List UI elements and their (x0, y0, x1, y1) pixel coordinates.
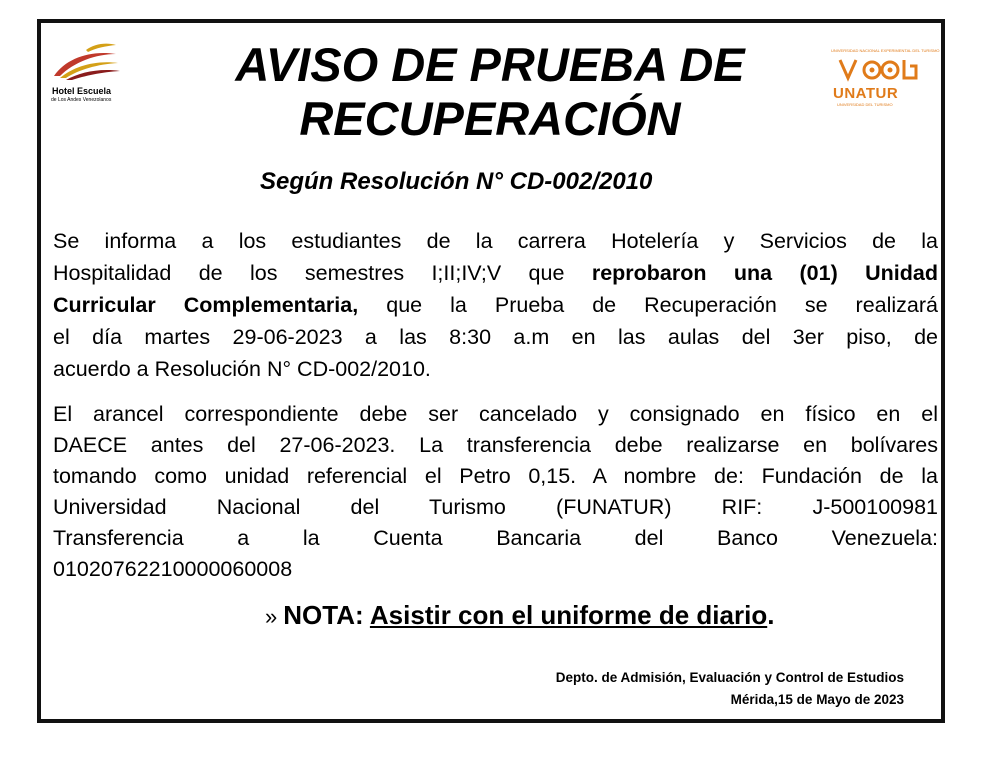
paragraph-line: Se informa a los estudiantes de la carrera Hotelería y Servicios de la (53, 229, 938, 253)
unatur-emblem-icon (836, 56, 926, 84)
logo-caption: Hotel Escuela (52, 86, 112, 96)
resolution-subtitle: Según Resolución N° CD-002/2010 (260, 168, 653, 195)
paragraph-line: tomando como unidad referencial el Petro 0,15. A nombre de: Fundación de la (53, 464, 938, 488)
footer-department: Depto. de Admisión, Evaluación y Control de Estudios (555, 670, 904, 685)
text-run: que la Prueba de Recuperación se realizará (358, 293, 938, 317)
notice-paragraph-2 (53, 399, 938, 585)
notice-paragraph-1 (53, 225, 938, 385)
paragraph-line: Universidad Nacional del Turismo (FUNATUR) RIF: J-500100981 (53, 495, 938, 519)
paragraph-line (53, 257, 938, 289)
chevron-right-icon: » (265, 604, 278, 629)
unatur-tagline-top: UNIVERSIDAD NACIONAL EXPERIMENTAL DEL TURISMO (831, 48, 940, 53)
footer-date: Mérida,15 de Mayo de 2023 (730, 692, 904, 707)
paragraph-line: El arancel correspondiente debe ser cancelado y consignado en físico en el (53, 402, 938, 426)
unatur-brand: UNATUR (833, 85, 899, 102)
nota-line (265, 600, 774, 631)
page-title (140, 38, 840, 146)
paragraph-line: 01020762210000060008 (53, 557, 293, 581)
nota-label: NOTA: (283, 600, 364, 630)
logo-subcaption: de Los Andes Venezolanos (51, 97, 112, 103)
nota-period: . (767, 600, 775, 630)
title-line: RECUPERACIÓN (299, 92, 681, 145)
paragraph-line: el día martes 29-06-2023 a las 8:30 a.m en las aulas del 3er piso, de (53, 325, 938, 349)
hotel-escuela-logo (46, 36, 126, 106)
title-line: AVISO DE PRUEBA DE (235, 38, 745, 91)
paragraph-line: DAECE antes del 27-06-2023. La transferencia debe realizarse en bolívares (53, 433, 938, 457)
paragraph-line (53, 289, 938, 321)
unatur-logo (826, 48, 940, 108)
text-run: Hospitalidad de los semestres I;II;IV;V que (53, 261, 592, 285)
unatur-tagline-bottom: UNIVERSIDAD DEL TURISMO (837, 102, 893, 107)
paragraph-line: Transferencia a la Cuenta Bancaria del Banco Venezuela: (53, 526, 938, 550)
bold-text-run: Curricular Complementaria, (53, 293, 359, 317)
hotel-escuela-emblem-icon (46, 36, 126, 86)
bold-text-run: reprobaron una (01) Unidad (591, 261, 939, 285)
nota-text: Asistir con el uniforme de diario (369, 600, 768, 630)
paragraph-line: acuerdo a Resolución N° CD-002/2010. (53, 357, 431, 381)
